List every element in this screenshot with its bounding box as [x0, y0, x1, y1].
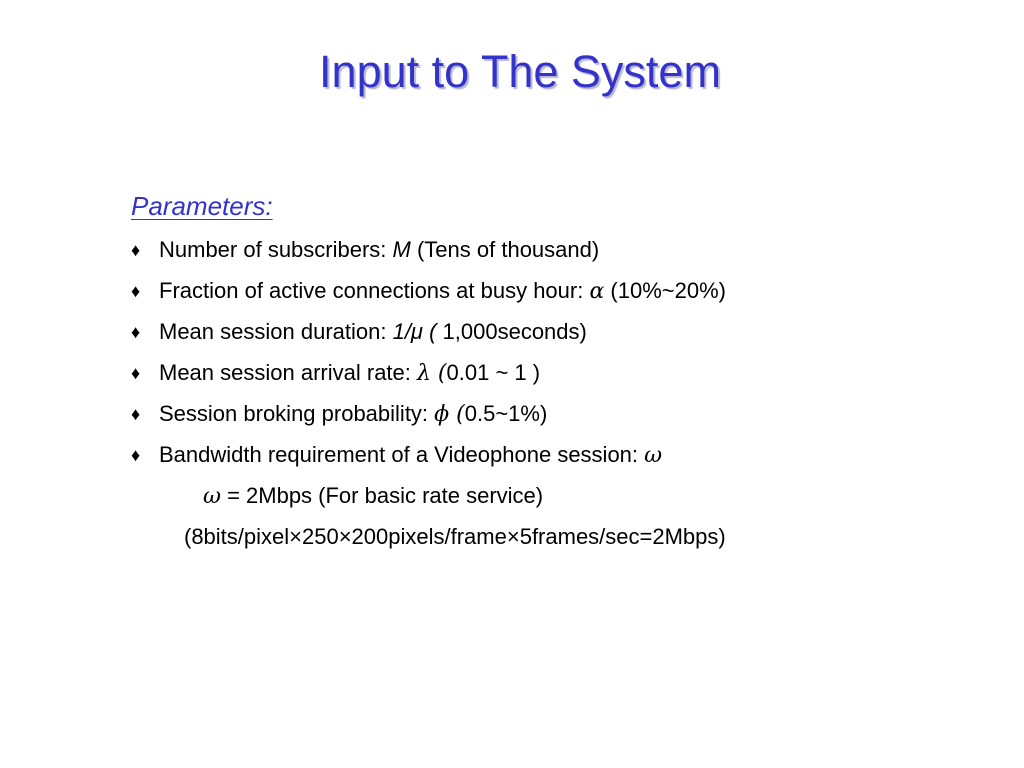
item-suffix: (Tens of thousand): [410, 237, 600, 262]
item-text: Mean session duration:: [159, 319, 393, 344]
omega-symbol: ω: [203, 484, 221, 509]
item-text: Bandwidth requirement of a Videophone session:: [159, 442, 645, 467]
item-symbol: ω: [644, 443, 663, 468]
item-symbol: α: [589, 279, 605, 304]
item-text: Number of subscribers:: [159, 237, 393, 262]
slide-title: Input to The System: [319, 46, 721, 97]
diamond-bullet-icon: ♦: [131, 445, 141, 465]
diamond-bullet-icon: ♦: [131, 404, 141, 424]
parameters-heading: Parameters:: [131, 191, 273, 221]
diamond-bullet-icon: ♦: [131, 240, 141, 260]
item-symbol: M: [392, 237, 411, 262]
bullet-item-active-fraction: [131, 270, 1011, 311]
bullet-item-subscribers: [131, 229, 1011, 270]
item-text: Mean session arrival rate:: [159, 360, 417, 385]
diamond-bullet-icon: ♦: [131, 281, 141, 301]
slide-content: [131, 188, 1011, 557]
item-suffix: 1,000seconds): [436, 319, 587, 344]
bullet-item-broking-probability: [131, 393, 1011, 434]
diamond-bullet-icon: ♦: [131, 322, 141, 342]
bandwidth-derivation-line: (8bits/pixel×250×200pixels/frame×5frames/sec=2Mbps): [184, 524, 726, 549]
item-suffix: (10%~20%): [604, 278, 726, 303]
item-suffix: 0.01 ~ 1 ): [446, 360, 541, 385]
bullet-item-session-duration: [131, 311, 1011, 352]
item-text: Fraction of active connections at busy hour:: [159, 278, 590, 303]
bandwidth-value-line: [131, 475, 1011, 516]
bullet-item-bandwidth: [131, 434, 1011, 475]
item-symbol: λ (: [417, 361, 447, 386]
diamond-bullet-icon: ♦: [131, 363, 141, 383]
item-symbol: ϕ (: [434, 402, 465, 427]
item-suffix: 0.5~1%): [464, 401, 548, 426]
bandwidth-value-text: = 2Mbps (For basic rate service): [220, 483, 544, 508]
bullet-item-arrival-rate: [131, 352, 1011, 393]
item-text: Session broking probability:: [159, 401, 435, 426]
item-symbol: 1/μ (: [392, 319, 437, 344]
